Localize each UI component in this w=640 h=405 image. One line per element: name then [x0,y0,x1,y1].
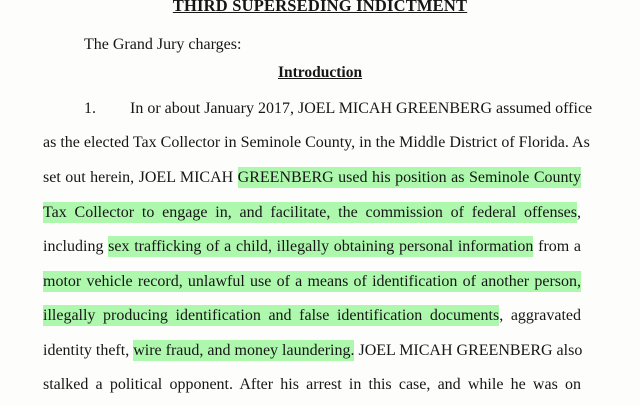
line-text: including [43,238,109,255]
line-text: JOEL MICAH GREENBERG also [354,342,583,359]
grand-jury-charges-line: The Grand Jury charges: [84,36,242,53]
highlighted-text: illegally producing identification and false identification documents [43,307,500,324]
highlighted-text: wire fraud, and money laundering. [133,342,355,359]
paragraph-line-7 [43,305,581,327]
paragraph-line-5 [43,236,581,258]
paragraph-line-9 [43,374,581,396]
paragraph-line-8 [43,340,581,362]
highlighted-text: motor vehicle record, unlawful use of a means of identification of another person, [43,273,581,290]
highlighted-text: sex trafficking of a child, illegally obtaining personal information [108,238,534,255]
paragraph-line-3 [43,167,581,189]
paragraph-number: 1. [84,100,96,117]
section-heading: Introduction [277,64,363,81]
line-text: set out herein, JOEL MICAH [43,169,238,186]
line-text: from a [533,238,582,255]
paragraph-line-4 [43,202,581,224]
paragraph-line-6 [43,271,581,293]
line-text: as the elected Tax Collector in Seminole County, in the Middle District of Florida. As [43,134,590,151]
highlighted-text: GREENBERG used his position as Seminole County [237,169,581,186]
line-text: , [577,204,581,221]
paragraph-line-1 [84,98,593,120]
highlighted-text: Tax Collector to engage in, and facilitate, the commission of federal offenses [43,204,577,221]
paragraph-line-2 [43,132,590,154]
line-text: stalked a political opponent. After his arrest in this case, and while he was on [43,376,581,393]
line-text: identity theft, [43,342,134,359]
line-text: , aggravated [499,307,581,324]
document-title: THIRD SUPERSEDING INDICTMENT [172,0,468,15]
line-text: In or about January 2017, JOEL MICAH GREENBERG assumed office [130,100,593,117]
